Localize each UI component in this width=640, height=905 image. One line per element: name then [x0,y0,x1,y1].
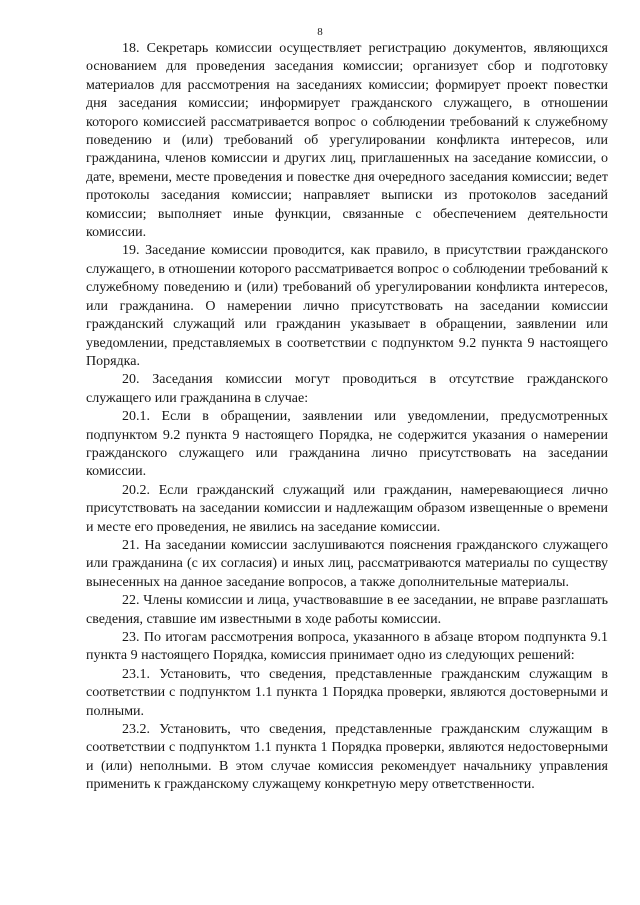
page-number: 8 [317,26,323,38]
paragraph-22: 22. Члены комиссии и лица, участвовавшие в ее заседании, не вправе разглашать сведения, ставшие им известными в ходе работы комиссии. [86,593,608,627]
paragraph-18: 18. Секретарь комиссии осуществляет регистрацию документов, являющихся основанием для проведения заседания комиссии; организует сбор и подготовку материалов для рассмотрения на заседаниях комиссии; формирует проект повестки дня заседания комиссии; информирует гражданского служащего, в отношении которого комиссией рассматривается вопрос о соблюдении требований к служебному поведению и (или) требований об урегулировании конфликта интересов, или гражданина, членов комиссии и других лиц, приглашенных на заседание комиссии, о дате, времени, месте проведения и повестке дня очередного заседания комиссии; ведет протоколы заседания комиссии; направляет выписки из протоколов заседаний комиссии; выполняет иные функции, связанные с обеспечением деятельности комиссии. [86,41,608,241]
document-body [86,40,608,795]
paragraph-20: 20. Заседания комиссии могут проводиться в отсутствие гражданского служащего или гражданина в случае: [86,372,608,406]
paragraph-21: 21. На заседании комиссии заслушиваются пояснения гражданского служащего или гражданина (с их согласия) и иных лиц, рассматриваются материалы по существу вынесенных на данное заседание вопросов, а также дополнительные материалы. [86,537,608,590]
paragraph-20-1: 20.1. Если в обращении, заявлении или уведомлении, предусмотренных подпунктом 9.2 пункта 9 настоящего Порядка, не содержится указания о намерении гражданского служащего или гражданина лично присутствовать на заседании комиссии. [86,409,608,480]
paragraph-23: 23. По итогам рассмотрения вопроса, указанного в абзаце втором подпункта 9.1 пункта 9 настоящего Порядка, комиссия принимает одно из следующих решений: [86,630,608,664]
paragraph-23-1: 23.1. Установить, что сведения, представленные гражданским служащим в соответствии с подпунктом 1.1 пункта 1 Порядка проверки, являются достоверными и полными. [86,666,608,719]
paragraph-19: 19. Заседание комиссии проводится, как правило, в присутствии гражданского служащего, в отношении которого рассматривается вопрос о соблюдении требований к служебному поведению и (или) требований об урегулировании конфликта интересов, или гражданина. О намерении лично присутствовать на заседании комиссии гражданский служащий или гражданин указывает в обращении, заявлении или уведомлении, представляемых в соответствии с подпунктом 9.2 пункта 9 настоящего Порядка. [86,243,608,369]
paragraph-20-2: 20.2. Если гражданский служащий или гражданин, намеревающиеся лично присутствовать на заседании комиссии и надлежащим образом извещенные о времени и месте его проведения, не явились на заседание комиссии. [86,482,608,535]
paragraph-23-2: 23.2. Установить, что сведения, представленные гражданским служащим в соответствии с подпунктом 1.1 пункта 1 Порядка проверки, являются недостоверными и (или) неполными. В этом случае комиссия рекомендует начальнику управления применить к гражданскому служащему конкретную меру ответственности. [86,722,608,793]
